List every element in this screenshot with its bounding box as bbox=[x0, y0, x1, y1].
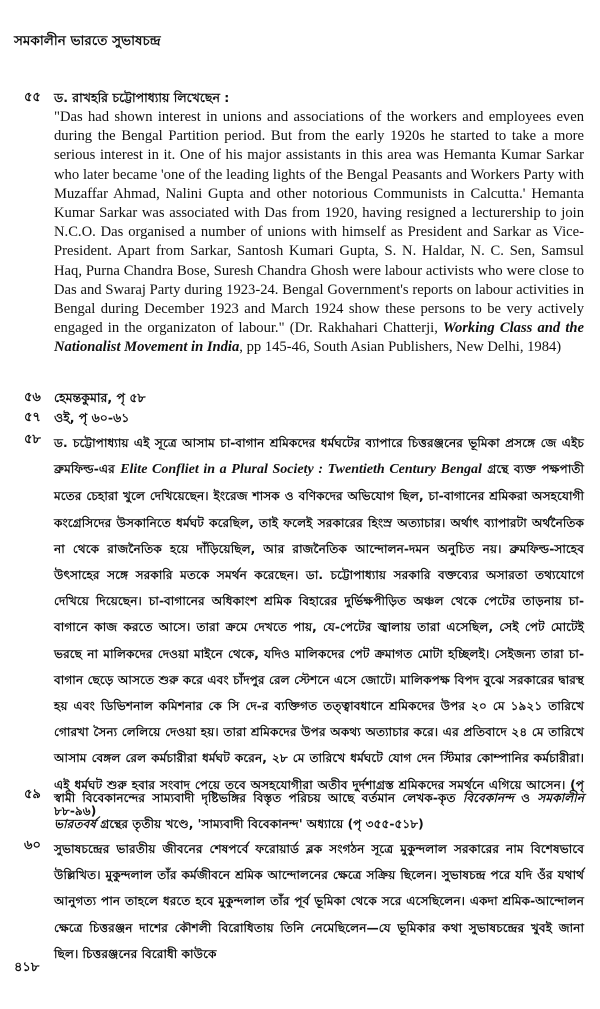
citation-publisher: , pp 145-46, South Asian Publishers, New Delhi, 1984) bbox=[239, 339, 562, 356]
english-quote bbox=[54, 108, 584, 358]
footnote-text-a: স্বামী বিবেকানন্দের সাম্যবাদী দৃষ্টিভঙ্গির বিস্তৃত পরিচয় আছে বর্তমান লেখক-কৃত bbox=[54, 791, 463, 805]
footnote-text bbox=[54, 785, 584, 837]
footnote-58 bbox=[24, 430, 584, 824]
quote-text: "Das had shown interest in unions and associations of the workers and employees even during the Bengal Partition period. But from the early 1920s he started to take a more serious interest in it. One of his major assistants in this area was Hemanta Kumar Sarkar who later became 'one of the leading lights of the Bengal Peasants and Workers Party with Muzaffar Ahmad, Nalini Gupta and other notorious Communists in Calcutta.' Hemanta Kumar Sarkar was associated with Das from 1920, having resigned a lecturership to join N.C.O. Das organised a number of unions with himself as President and Sarkar as Vice-President. Apart from Sarkar, Santosh Kumari Gupta, S. N. Haldar, N. C. Sen, Samsul Haq, Purna Chandra Bose, Suresh Chandra Ghosh were labour activists who were close to Das and Swaraj Party during 1923-24. Bengal Government's reports on labour activities in Bengal during December 1923 and March 1924 show these persons to be very actively engaged in the organizaton of labour." bbox=[54, 109, 584, 337]
footnote-text-c: গ্রন্থের তৃতীয় খণ্ডে, 'সাম্যবাদী বিবেকানন্দ' অধ্যায়ে (পৃ ৩৫৫-৫১৮) bbox=[95, 817, 424, 832]
footnote-number: ৬০ bbox=[24, 838, 41, 853]
footnote-text-b: ও bbox=[513, 791, 538, 805]
footnote-59 bbox=[24, 785, 584, 837]
page-number: ৪১৮ bbox=[14, 960, 40, 975]
footnote-56 bbox=[24, 388, 584, 408]
footnote-number: ৫৯ bbox=[24, 787, 41, 802]
footnote-text: সুভাষচন্দ্রের ভারতীয় জীবনের শেষপর্বে ফরোয়ার্ড ব্লক সংগঠন সূত্রে মুকুন্দলাল সরকারের নাম বিশেষভাবে উল্লিখিত। মুকুন্দলাল তাঁর কর্মজীবনে শ্রমিক আন্দোলনের ক্ষেত্রে সক্রিয় ছিলেন। সুভাষচন্দ্র পরে যদি ওঁর যথার্থ আনুগত্য পান তাহলে ধরতে হবে মুকুন্দলাল তাঁর পূর্ব ভূমিকা থেকে সরে এসেছিলেন। একদা শ্রমিক-আন্দোলন ক্ষেত্রে চিত্তরঞ্জন দাশের কৌশলী বিরোধিতায় তিনি নেমেছিলেন—যে ভূমিকার কথা সুভাষচন্দ্রের খুবই জানা ছিল। চিত্তরঞ্জনের বিরোধী কাউকে bbox=[54, 842, 584, 961]
footnote-intro: ড. রাখহরি চট্টোপাধ্যায় লিখেছেন : bbox=[54, 90, 230, 105]
footnote-number: ৫৫ bbox=[24, 90, 41, 105]
book-title-1: বিবেকানন্দ bbox=[462, 791, 514, 805]
footnote-60 bbox=[24, 836, 584, 967]
footnote-number: ৫৮ bbox=[24, 432, 41, 447]
citation-title: Working Class and the Nationalist Movement in India bbox=[54, 320, 585, 356]
footnote-55 bbox=[24, 88, 584, 358]
citation-author: (Dr. Rakhahari Chatterji, bbox=[289, 320, 438, 337]
book-title: Elite Confliet in a Plural Society : Twentieth Century Bengal bbox=[120, 462, 482, 478]
running-header: সমকালীন ভারতে সুভাষচন্দ্র bbox=[14, 33, 161, 49]
book-title-2: সমকালীন ভারতবর্ষ bbox=[54, 791, 584, 832]
footnote-text-a: ড. চট্টোপাধ্যায় এই সূত্রে আসাম চা-বাগান শ্রমিকদের ধর্মঘটের ব্যাপারে চিত্তরঞ্জনের ভূমিকা প্রসঙ্গে জে এইচ ব্রুমফিল্ড-এর bbox=[54, 436, 584, 477]
footnote-57 bbox=[24, 408, 584, 428]
footnote-text: ওই, পৃ ৬০-৬১ bbox=[54, 410, 130, 425]
footnote-number: ৫৬ bbox=[24, 390, 41, 405]
footnote-text: হেমন্তকুমার, পৃ ৫৮ bbox=[54, 390, 146, 405]
footnote-text-b: গ্রন্থে ব্যক্ত পক্ষপাতী মতের চেহারা খুলে দেখিয়েছেন। ইংরেজ শাসক ও বণিকদের অভিযোগ ছিল, চা-বাগানের শ্রমিকরা অসহযোগী কংগ্রেসিদের উসকানিতে ধর্মঘট করেছিল, তাই ফলেই সরকারের হিংস্র অত্যাচার। অর্থাৎ ব্যাপারটা অর্থনৈতিক না থেকে রাজনৈতিক হয়ে দাঁড়িয়েছিল, আর রাজনৈতিক আন্দোলন-দমন অনুচিত নয়। ব্রুমফিল্ড-সাহেব উৎসাহের সঙ্গে সরকারি মতকে সমর্থন করেছেন। ডা. চট্টোপাধ্যায় সরকারি বক্তব্যের অসারতা তথ্যযোগে দেখিয়ে দিয়েছেন। চা-বাগানের অধিকাংশ শ্রমিক বিহারের দুর্ভিক্ষপীড়িত অঞ্চল থেকে পেটের তাড়নায় চা-বাগানে কাজ করতে আসে। তারা ক্রমে দেখতে পায়, যে-পেটের জ্বালায় তারা এসেছিল, সেই পেট মোটেই ভরছে না মালিকদের দেওয়া মাইনে থেকে, যদিও মালিকদের পেট ক্রমাগত মোটা হচ্ছিলই। সেইজন্য তারা চা-বাগান ছেড়ে আসতে শুরু করে এবং চাঁদপুর রেল স্টেশনে এসে জোটে। মালিকপক্ষ বিপদ বুঝে সরকারের দ্বারস্থ হয় এবং ডিভিশনাল কমিশনার কে সি দে-র ব্যক্তিগত তত্ত্বাবধানে শ্রমিকদের উপর ২০ মে ১৯২১ তারিখে গোরখা সৈন্য লেলিয়ে দেওয়া হয়। তারা শ্রমিকদের উপর অকথ্য অত্যাচার করে। এর প্রতিবাদে ২৪ মে তারিখে আসাম বেঙ্গল রেল কর্মচারীরা ধর্মঘট করেন, ২৮ মে তারিখে ধর্মঘটে যোগ দেন স্টিমার কোম্পানির কর্মচারীরা। এই ধর্মঘট শুরু হবার সংবাদ পেয়ে তবে অসহযোগীরা অতীব দুর্দশাগ্রস্ত শ্রমিকদের সমর্থনে এগিয়ে আসেন। (পৃ ৮৮-৯৬) bbox=[54, 462, 584, 818]
footnote-text bbox=[54, 430, 584, 824]
footnote-number: ৫৭ bbox=[24, 410, 41, 425]
